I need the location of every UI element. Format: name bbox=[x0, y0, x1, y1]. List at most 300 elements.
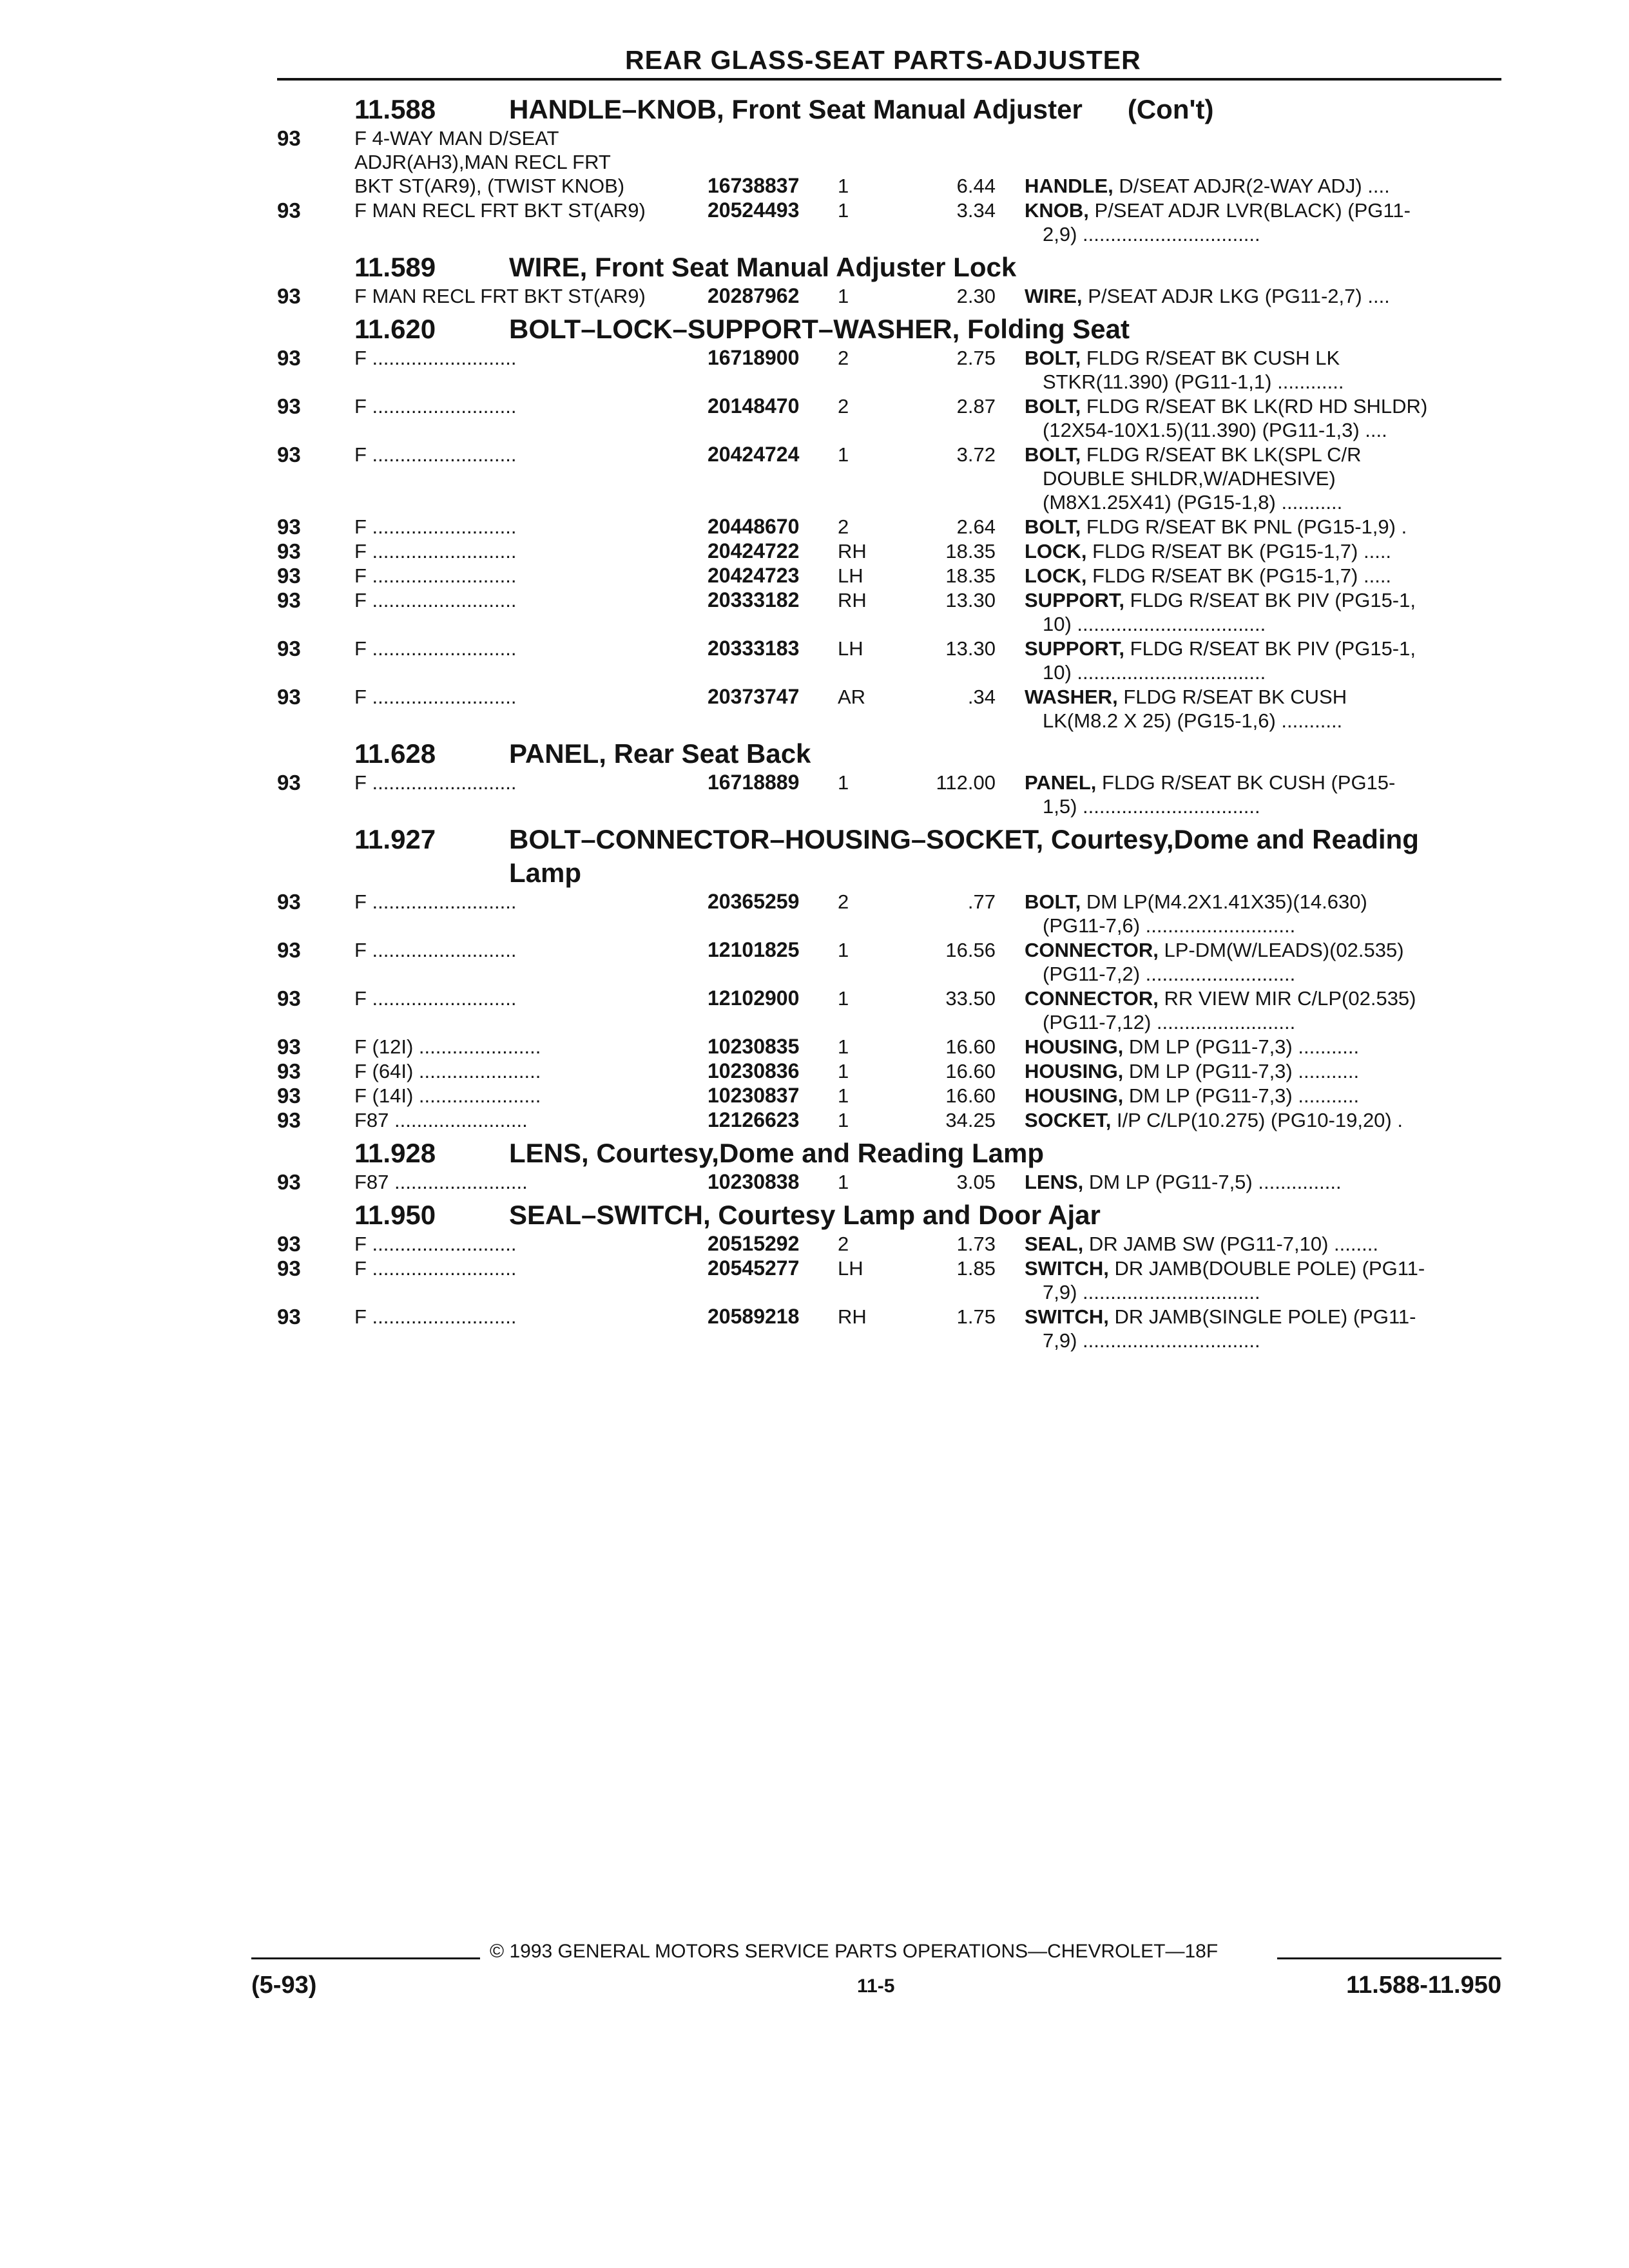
model-year: 93 bbox=[277, 564, 301, 588]
description-text: DM LP(M4.2X1.41X35)(14.630) bbox=[1086, 890, 1367, 913]
description-text: (PG11-7,12) ......................... bbox=[1043, 1011, 1296, 1033]
description-line bbox=[1025, 1305, 1501, 1329]
application: F .......................... bbox=[354, 1305, 517, 1328]
description-text: 7,9) ................................ bbox=[1043, 1329, 1260, 1352]
section-title bbox=[509, 1137, 1469, 1170]
part-name: WIRE, bbox=[1025, 285, 1083, 307]
quantity: AR bbox=[838, 686, 866, 708]
part-name: BOLT, bbox=[1025, 347, 1081, 369]
description-line bbox=[1025, 1256, 1501, 1280]
part-name: LOCK, bbox=[1025, 564, 1087, 587]
description-text: DR JAMB(SINGLE POLE) (PG11- bbox=[1114, 1305, 1416, 1328]
price: 2.64 bbox=[956, 515, 996, 538]
model-year: 93 bbox=[277, 637, 301, 660]
description-text: I/P C/LP(10.275) (PG10-19,20) . bbox=[1116, 1109, 1403, 1131]
section-11-927 bbox=[0, 819, 1629, 1132]
description bbox=[1025, 1108, 1501, 1132]
description-text: LP-DM(W/LEADS)(02.535) bbox=[1164, 939, 1404, 961]
description bbox=[1025, 174, 1501, 198]
description-text: DOUBLE SHLDR,W/ADHESIVE) bbox=[1043, 467, 1336, 490]
description bbox=[1025, 1256, 1501, 1304]
part-name: LOCK, bbox=[1025, 540, 1087, 562]
description-text: FLDG R/SEAT BK CUSH (PG15- bbox=[1102, 771, 1396, 794]
description-line bbox=[1025, 1232, 1501, 1256]
quantity: 1 bbox=[838, 939, 849, 961]
page-title: REAR GLASS-SEAT PARTS-ADJUSTER bbox=[625, 45, 1141, 75]
description bbox=[1025, 1305, 1501, 1352]
part-name: SUPPORT, bbox=[1025, 637, 1125, 660]
section-11-950 bbox=[0, 1195, 1629, 1352]
part-number: 20589218 bbox=[708, 1305, 800, 1328]
description-text: FLDG R/SEAT BK CUSH LK bbox=[1086, 347, 1340, 369]
model-year: 93 bbox=[277, 515, 301, 539]
description-text: RR VIEW MIR C/LP(02.535) bbox=[1164, 987, 1416, 1010]
part-name: BOLT, bbox=[1025, 890, 1081, 913]
table-row bbox=[0, 1305, 1629, 1352]
section-heading bbox=[354, 819, 1629, 890]
footer-date: (5-93) bbox=[251, 1972, 317, 1999]
part-number: 20333183 bbox=[708, 637, 800, 660]
description bbox=[1025, 1059, 1501, 1083]
section-11-620 bbox=[0, 309, 1629, 733]
description-line bbox=[1025, 1280, 1501, 1304]
description-line bbox=[1025, 1035, 1501, 1059]
description bbox=[1025, 1084, 1501, 1108]
application: F87 ........................ bbox=[354, 1171, 528, 1193]
price: 6.44 bbox=[956, 175, 996, 197]
description bbox=[1025, 938, 1501, 986]
part-number: 10230838 bbox=[708, 1170, 800, 1193]
application: F .......................... bbox=[354, 540, 517, 562]
price: 3.34 bbox=[956, 199, 996, 222]
table-row bbox=[0, 771, 1629, 818]
application: F MAN RECL FRT BKT ST(AR9) bbox=[354, 199, 646, 222]
section-title bbox=[509, 823, 1469, 890]
quantity: 1 bbox=[838, 285, 849, 307]
table-row bbox=[0, 1059, 1629, 1083]
description-line bbox=[1025, 394, 1501, 418]
model-year: 93 bbox=[277, 986, 301, 1010]
section-title bbox=[509, 737, 1469, 771]
table-row bbox=[0, 1232, 1629, 1256]
table-row bbox=[0, 1084, 1629, 1108]
quantity: 2 bbox=[838, 395, 849, 418]
description-line bbox=[1025, 709, 1501, 733]
section-number: 11.620 bbox=[354, 314, 436, 344]
section-number: 11.950 bbox=[354, 1200, 436, 1230]
description-line bbox=[1025, 539, 1501, 563]
application: F (64I) ...................... bbox=[354, 1060, 541, 1082]
table-row bbox=[0, 394, 1629, 442]
description-line bbox=[1025, 986, 1501, 1010]
table-row bbox=[0, 1035, 1629, 1059]
application: F MAN RECL FRT BKT ST(AR9) bbox=[354, 285, 646, 307]
model-year: 93 bbox=[277, 771, 301, 794]
description bbox=[1025, 771, 1501, 818]
description-line bbox=[1025, 612, 1501, 636]
description-text: FLDG R/SEAT BK LK(RD HD SHLDR) bbox=[1086, 395, 1428, 418]
description-line bbox=[1025, 794, 1501, 818]
section-title-text: PANEL, Rear Seat Back bbox=[509, 738, 811, 769]
part-number: 20333182 bbox=[708, 588, 800, 611]
description-text: 10) .................................. bbox=[1043, 613, 1266, 635]
model-year: 93 bbox=[277, 126, 301, 150]
description-text: FLDG R/SEAT BK PNL (PG15-1,9) . bbox=[1086, 515, 1407, 538]
description bbox=[1025, 515, 1501, 539]
price: 3.72 bbox=[956, 443, 996, 466]
application: F .......................... bbox=[354, 589, 517, 611]
application: F .......................... bbox=[354, 515, 517, 538]
description-line bbox=[1025, 938, 1501, 962]
part-name: BOLT, bbox=[1025, 443, 1081, 466]
part-name: SEAL, bbox=[1025, 1233, 1084, 1255]
price: 13.30 bbox=[945, 637, 996, 660]
table-row bbox=[0, 588, 1629, 636]
description-text: P/SEAT ADJR LKG (PG11-2,7) .... bbox=[1088, 285, 1390, 307]
section-heading bbox=[354, 733, 1629, 771]
description-text: FLDG R/SEAT BK LK(SPL C/R bbox=[1086, 443, 1362, 466]
description-line bbox=[1025, 222, 1501, 246]
section-heading bbox=[354, 309, 1629, 346]
description-text: 10) .................................. bbox=[1043, 661, 1266, 684]
model-year: 93 bbox=[277, 198, 301, 222]
part-name: SUPPORT, bbox=[1025, 589, 1125, 611]
quantity: 2 bbox=[838, 890, 849, 913]
section-heading bbox=[354, 89, 1629, 126]
section-11-588 bbox=[0, 89, 1629, 246]
description bbox=[1025, 1232, 1501, 1256]
description-text: FLDG R/SEAT BK (PG15-1,7) ..... bbox=[1092, 564, 1392, 587]
part-number: 20148470 bbox=[708, 394, 800, 418]
part-name: SOCKET, bbox=[1025, 1109, 1112, 1131]
part-number: 12102900 bbox=[708, 986, 800, 1010]
part-number: 20545277 bbox=[708, 1256, 800, 1280]
section-title bbox=[509, 251, 1469, 284]
part-name: KNOB, bbox=[1025, 199, 1089, 222]
description bbox=[1025, 198, 1501, 246]
model-year: 93 bbox=[277, 588, 301, 612]
quantity: 1 bbox=[838, 1171, 849, 1193]
description bbox=[1025, 637, 1501, 684]
price: 33.50 bbox=[945, 987, 996, 1010]
application: F .......................... bbox=[354, 637, 517, 660]
model-year: 93 bbox=[277, 1035, 301, 1059]
table-row bbox=[0, 284, 1629, 308]
description-line bbox=[1025, 637, 1501, 660]
description-line bbox=[1025, 914, 1501, 937]
part-name: SWITCH, bbox=[1025, 1257, 1109, 1280]
description bbox=[1025, 346, 1501, 394]
part-name: CONNECTOR, bbox=[1025, 987, 1159, 1010]
part-number: 16718900 bbox=[708, 346, 800, 369]
part-number: 20287962 bbox=[708, 284, 800, 307]
description-line bbox=[1025, 370, 1501, 394]
description-line bbox=[1025, 515, 1501, 539]
description-text: LK(M8.2 X 25) (PG15-1,6) ........... bbox=[1043, 709, 1343, 732]
footer-page-number: 11-5 bbox=[857, 1975, 895, 1997]
quantity: 1 bbox=[838, 443, 849, 466]
section-11-628 bbox=[0, 733, 1629, 818]
price: 3.05 bbox=[956, 1171, 996, 1193]
description-line bbox=[1025, 1059, 1501, 1083]
description-text: DR JAMB SW (PG11-7,10) ........ bbox=[1088, 1233, 1378, 1255]
description-line bbox=[1025, 890, 1501, 914]
table-row bbox=[0, 443, 1629, 514]
description-line bbox=[1025, 1108, 1501, 1132]
description-line bbox=[1025, 1170, 1501, 1194]
table-row bbox=[0, 126, 1629, 198]
description-line bbox=[1025, 1084, 1501, 1108]
table-row bbox=[0, 515, 1629, 539]
price: 1.75 bbox=[956, 1305, 996, 1328]
section-heading bbox=[354, 1195, 1629, 1232]
quantity: 2 bbox=[838, 347, 849, 369]
description bbox=[1025, 394, 1501, 442]
description-text: (PG11-7,6) ........................... bbox=[1043, 914, 1296, 937]
price: 1.85 bbox=[956, 1257, 996, 1280]
model-year: 93 bbox=[277, 938, 301, 962]
description bbox=[1025, 284, 1501, 308]
part-number: 20373747 bbox=[708, 685, 800, 708]
description bbox=[1025, 443, 1501, 514]
application: F .......................... bbox=[354, 686, 517, 708]
price: 34.25 bbox=[945, 1109, 996, 1131]
table-row bbox=[0, 890, 1629, 937]
application: F .......................... bbox=[354, 395, 517, 418]
description-line bbox=[1025, 443, 1501, 466]
application: F .......................... bbox=[354, 939, 517, 961]
quantity: RH bbox=[838, 540, 867, 562]
model-year: 93 bbox=[277, 284, 301, 308]
description bbox=[1025, 890, 1501, 937]
footer-copyright: © 1993 GENERAL MOTORS SERVICE PARTS OPERATIONS—CHEVROLET—18F bbox=[490, 1941, 1219, 1962]
application: F .......................... bbox=[354, 890, 517, 913]
part-name: BOLT, bbox=[1025, 515, 1081, 538]
section-number: 11.589 bbox=[354, 252, 436, 282]
description-text: DM LP (PG11-7,3) ........... bbox=[1128, 1035, 1360, 1058]
part-name: WASHER, bbox=[1025, 686, 1118, 708]
price: 2.75 bbox=[956, 347, 996, 369]
part-number: 20365259 bbox=[708, 890, 800, 913]
section-title-text: LENS, Courtesy,Dome and Reading Lamp bbox=[509, 1138, 1045, 1168]
description-line bbox=[1025, 660, 1501, 684]
description-line bbox=[1025, 490, 1501, 514]
application: F (14I) ...................... bbox=[354, 1084, 541, 1107]
part-number: 12126623 bbox=[708, 1108, 800, 1131]
model-year: 93 bbox=[277, 443, 301, 466]
description bbox=[1025, 564, 1501, 588]
table-row bbox=[0, 564, 1629, 588]
footer-section-range: 11.588-11.950 bbox=[1346, 1972, 1501, 1999]
section-number: 11.927 bbox=[354, 824, 436, 854]
section-number: 11.588 bbox=[354, 94, 436, 124]
description-line bbox=[1025, 588, 1501, 612]
price: 16.56 bbox=[945, 939, 996, 961]
table-row bbox=[0, 1256, 1629, 1304]
application: F .......................... bbox=[354, 347, 517, 369]
description-text: DM LP (PG11-7,3) ........... bbox=[1128, 1084, 1360, 1107]
description-line bbox=[1025, 771, 1501, 794]
quantity: LH bbox=[838, 564, 863, 587]
part-number: 20424723 bbox=[708, 564, 800, 587]
section-title-text: BOLT–CONNECTOR–HOUSING–SOCKET, Courtesy,Dome and Reading Lamp bbox=[509, 824, 1419, 888]
model-year: 93 bbox=[277, 890, 301, 914]
quantity: RH bbox=[838, 589, 867, 611]
part-name: CONNECTOR, bbox=[1025, 939, 1159, 961]
application: F (12I) ...................... bbox=[354, 1035, 541, 1058]
quantity: 1 bbox=[838, 771, 849, 794]
description-text: (M8X1.25X41) (PG15-1,8) ........... bbox=[1043, 491, 1343, 514]
description-line bbox=[1025, 174, 1501, 198]
application: F .......................... bbox=[354, 443, 517, 466]
section-title-text: SEAL–SWITCH, Courtesy Lamp and Door Ajar bbox=[509, 1200, 1101, 1230]
model-year: 93 bbox=[277, 539, 301, 563]
quantity: 1 bbox=[838, 199, 849, 222]
description-text: 2,9) ................................ bbox=[1043, 223, 1260, 245]
description bbox=[1025, 588, 1501, 636]
model-year: 93 bbox=[277, 1256, 301, 1280]
description-line bbox=[1025, 466, 1501, 490]
quantity: 1 bbox=[838, 987, 849, 1010]
section-heading bbox=[354, 247, 1629, 284]
description-text: (PG11-7,2) ........................... bbox=[1043, 963, 1296, 985]
part-name: HANDLE, bbox=[1025, 175, 1113, 197]
quantity: 1 bbox=[838, 1084, 849, 1107]
description bbox=[1025, 1035, 1501, 1059]
description-line bbox=[1025, 198, 1501, 222]
model-year: 93 bbox=[277, 346, 301, 370]
price: 18.35 bbox=[945, 540, 996, 562]
section-continued-note: (Con't) bbox=[1127, 94, 1214, 124]
model-year: 93 bbox=[277, 1108, 301, 1132]
description-line bbox=[1025, 1329, 1501, 1352]
description-text: FLDG R/SEAT BK PIV (PG15-1, bbox=[1130, 589, 1416, 611]
description-text: FLDG R/SEAT BK CUSH bbox=[1123, 686, 1347, 708]
part-number: 16718889 bbox=[708, 771, 800, 794]
quantity: 1 bbox=[838, 1109, 849, 1131]
quantity: 1 bbox=[838, 1060, 849, 1082]
section-title-text: HANDLE–KNOB, Front Seat Manual Adjuster bbox=[509, 94, 1083, 124]
model-year: 93 bbox=[277, 394, 301, 418]
table-row bbox=[0, 1108, 1629, 1132]
description-line bbox=[1025, 1010, 1501, 1034]
table-row bbox=[0, 685, 1629, 733]
model-year: 93 bbox=[277, 1084, 301, 1108]
part-name: LENS, bbox=[1025, 1171, 1084, 1193]
description-text: P/SEAT ADJR LVR(BLACK) (PG11- bbox=[1094, 199, 1411, 222]
price: 13.30 bbox=[945, 589, 996, 611]
section-number: 11.928 bbox=[354, 1138, 436, 1168]
part-name: BOLT, bbox=[1025, 395, 1081, 418]
description bbox=[1025, 1170, 1501, 1194]
table-row bbox=[0, 198, 1629, 246]
description-text: DM LP (PG11-7,3) ........... bbox=[1128, 1060, 1360, 1082]
part-number: 12101825 bbox=[708, 938, 800, 961]
section-11-589 bbox=[0, 247, 1629, 308]
quantity: 1 bbox=[838, 175, 849, 197]
description-text: DM LP (PG11-7,5) ............... bbox=[1088, 1171, 1342, 1193]
table-row bbox=[0, 346, 1629, 394]
section-title bbox=[509, 93, 1469, 126]
model-year: 93 bbox=[277, 685, 301, 709]
part-number: 10230836 bbox=[708, 1059, 800, 1082]
section-heading bbox=[354, 1133, 1629, 1170]
table-row bbox=[0, 637, 1629, 684]
description bbox=[1025, 685, 1501, 733]
description-line bbox=[1025, 962, 1501, 986]
part-number: 20515292 bbox=[708, 1232, 800, 1255]
application: F .......................... bbox=[354, 564, 517, 587]
quantity: 1 bbox=[838, 1035, 849, 1058]
part-name: HOUSING, bbox=[1025, 1060, 1124, 1082]
section-11-928 bbox=[0, 1133, 1629, 1194]
part-number: 20424724 bbox=[708, 443, 800, 466]
part-number: 16738837 bbox=[708, 174, 800, 197]
quantity: 2 bbox=[838, 1233, 849, 1255]
description-text: DR JAMB(DOUBLE POLE) (PG11- bbox=[1114, 1257, 1425, 1280]
part-number: 20524493 bbox=[708, 198, 800, 222]
description-text: D/SEAT ADJR(2-WAY ADJ) .... bbox=[1119, 175, 1390, 197]
quantity: RH bbox=[838, 1305, 867, 1328]
section-title-text: BOLT–LOCK–SUPPORT–WASHER, Folding Seat bbox=[509, 314, 1130, 344]
table-row bbox=[0, 938, 1629, 986]
description-line bbox=[1025, 564, 1501, 588]
price: .77 bbox=[967, 890, 996, 913]
quantity: 2 bbox=[838, 515, 849, 538]
description-text: 7,9) ................................ bbox=[1043, 1281, 1260, 1303]
part-number: 10230835 bbox=[708, 1035, 800, 1058]
price: 16.60 bbox=[945, 1035, 996, 1058]
description bbox=[1025, 539, 1501, 563]
section-title-text: WIRE, Front Seat Manual Adjuster Lock bbox=[509, 252, 1017, 282]
table-row bbox=[0, 986, 1629, 1034]
application: F .......................... bbox=[354, 1233, 517, 1255]
parts-listing bbox=[0, 89, 1629, 1353]
description-text: STKR(11.390) (PG11-1,1) ............ bbox=[1043, 370, 1344, 393]
model-year: 93 bbox=[277, 1170, 301, 1194]
price: 1.73 bbox=[956, 1233, 996, 1255]
description-line bbox=[1025, 685, 1501, 709]
price: .34 bbox=[967, 686, 996, 708]
section-title bbox=[509, 312, 1469, 346]
description-line bbox=[1025, 346, 1501, 370]
description bbox=[1025, 986, 1501, 1034]
header-rule bbox=[277, 78, 1501, 81]
application: F .......................... bbox=[354, 771, 517, 794]
description-line bbox=[1025, 418, 1501, 442]
price: 18.35 bbox=[945, 564, 996, 587]
price: 112.00 bbox=[936, 771, 996, 794]
table-row bbox=[0, 1170, 1629, 1194]
section-number: 11.628 bbox=[354, 738, 436, 769]
part-name: PANEL, bbox=[1025, 771, 1097, 794]
description-text: FLDG R/SEAT BK (PG15-1,7) ..... bbox=[1092, 540, 1392, 562]
part-number: 10230837 bbox=[708, 1084, 800, 1107]
price: 16.60 bbox=[945, 1060, 996, 1082]
description-text: 1,5) ................................ bbox=[1043, 795, 1260, 818]
application: F .......................... bbox=[354, 987, 517, 1010]
application: F87 ........................ bbox=[354, 1109, 528, 1131]
footer-rule-left bbox=[251, 1957, 480, 1959]
footer-rule-right bbox=[1277, 1957, 1501, 1959]
part-name: HOUSING, bbox=[1025, 1084, 1124, 1107]
price: 2.87 bbox=[956, 395, 996, 418]
quantity: LH bbox=[838, 637, 863, 660]
table-row bbox=[0, 539, 1629, 563]
price: 16.60 bbox=[945, 1084, 996, 1107]
quantity: LH bbox=[838, 1257, 863, 1280]
description-text: FLDG R/SEAT BK PIV (PG15-1, bbox=[1130, 637, 1416, 660]
